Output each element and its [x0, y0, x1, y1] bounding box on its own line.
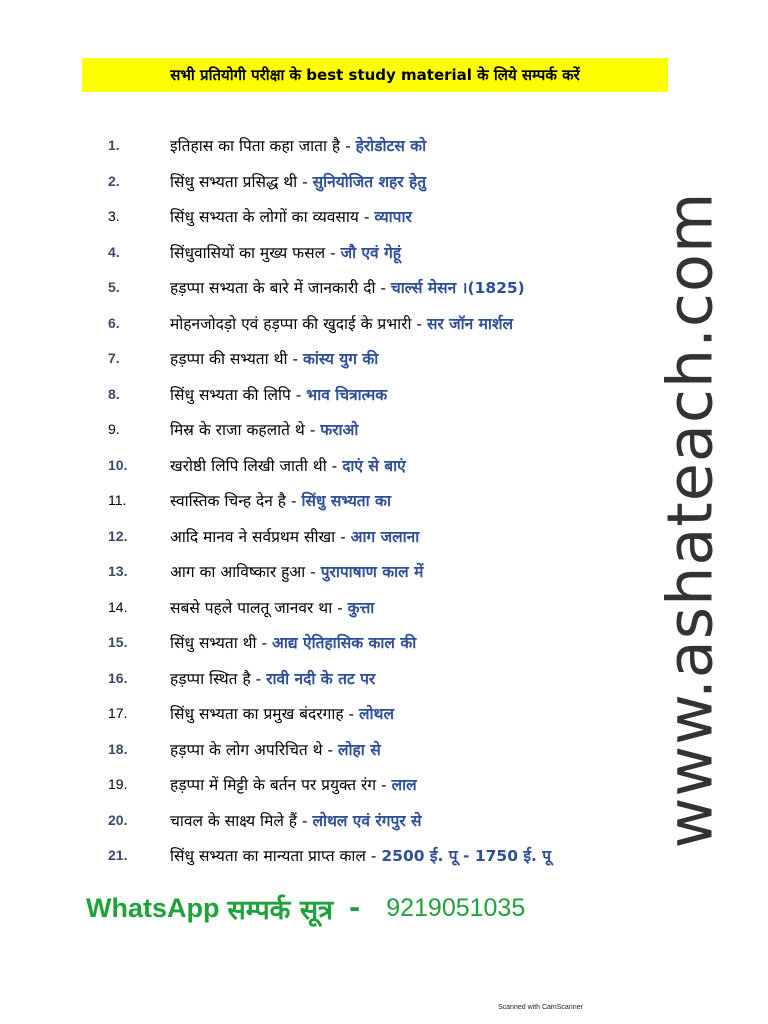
question-number: 11.: [108, 492, 127, 508]
question-separator: -: [297, 811, 313, 830]
answer-text: आद्य ऐतिहासिक काल की: [272, 634, 417, 652]
answer-text: आग जलाना: [350, 527, 420, 546]
question-text: सिंधुवासियों का मुख्य फसल: [170, 243, 326, 262]
question-separator: -: [304, 421, 321, 439]
whatsapp-contact: [86, 888, 525, 928]
answer-text: सर जॉन मार्शल: [426, 314, 513, 333]
question-text: मोहनजोदड़ो एवं हड़प्पा की खुदाई के प्रभारी: [170, 314, 412, 333]
question-separator: -: [287, 350, 303, 368]
question-number: 12.: [108, 527, 128, 544]
answer-text: व्यापार: [374, 208, 412, 226]
contact-label: सम्पर्क सूत्र: [227, 894, 333, 926]
question-text: चावल के साक्ष्य मिले हैं: [170, 811, 297, 830]
question-text: हड़प्पा सभ्यता के बारे में जानकारी दी: [170, 279, 376, 297]
question-text: सिंधु सभ्यता थी: [170, 634, 257, 652]
question-number: 6.: [108, 314, 120, 331]
question-text-line: [170, 525, 419, 547]
answer-text: कुत्ता: [347, 598, 375, 617]
question-text-line: [170, 205, 412, 227]
banner-text: सभी प्रतियोगी परीक्षा के best study material के लिये सम्पर्क करें: [170, 66, 580, 84]
answer-text: सिंधु सभ्यता का: [301, 492, 391, 510]
answer-text: दाएं से बाएं: [342, 456, 406, 475]
question-text: सबसे पहले पालतू जानवर था: [170, 598, 333, 617]
question-number: 20.: [108, 811, 128, 828]
answer-text: रावी नदी के तट पर: [266, 669, 376, 688]
question-number: 5.: [108, 279, 120, 295]
question-text-line: [170, 596, 374, 618]
question-separator: -: [290, 385, 307, 404]
question-separator: -: [358, 208, 375, 226]
question-text-line: [170, 312, 513, 334]
question-text: हड़प्पा स्थित है: [170, 669, 251, 688]
question-separator: -: [297, 172, 313, 191]
question-number: 10.: [108, 456, 128, 473]
question-text: खरोष्ठी लिपि लिखी जाती थी: [170, 456, 327, 475]
question-text-line: [170, 383, 387, 405]
question-separator: -: [286, 492, 302, 510]
question-number: 17.: [108, 705, 128, 721]
question-separator: -: [322, 740, 339, 759]
question-text: आदि मानव ने सर्वप्रथम सीखा: [170, 527, 336, 546]
question-text: आग का आविष्कार हुआ: [170, 563, 306, 581]
question-text-line: [170, 560, 423, 582]
question-text-line: [170, 844, 551, 866]
question-number: 15.: [108, 634, 128, 650]
question-text-line: [170, 418, 358, 440]
question-separator: -: [411, 314, 427, 333]
question-separator: -: [325, 243, 341, 262]
question-text-line: [170, 773, 417, 795]
answer-text: कांस्य युग की: [302, 350, 379, 368]
question-text: सिंधु सभ्यता के लोगों का व्यवसाय: [170, 208, 359, 226]
answer-text: लाल: [391, 776, 417, 794]
watermark-text: www.ashateach.com: [653, 191, 727, 849]
question-separator: -: [365, 847, 382, 865]
answer-text: सुनियोजित शहर हेतु: [312, 172, 427, 191]
question-separator: -: [343, 705, 360, 723]
answer-text: चार्ल्स मेसन ।(1825): [390, 279, 525, 297]
question-separator: -: [305, 563, 321, 581]
question-text: हड़प्पा की सभ्यता थी: [170, 350, 288, 368]
question-text-line: [170, 454, 406, 476]
question-separator: -: [375, 279, 391, 297]
question-number: 4.: [108, 243, 120, 260]
question-number: 7.: [108, 350, 120, 366]
answer-text: लोथल एवं रंगपुर से: [312, 811, 422, 830]
answer-text: 2500 ई. पू - 1750 ई. पू: [381, 847, 552, 865]
question-text: सिंधु सभ्यता का मान्यता प्राप्त काल: [170, 847, 366, 865]
question-number: 19.: [108, 776, 128, 792]
question-text: स्वास्तिक चिन्ह देन है: [170, 492, 287, 510]
question-text-line: [170, 738, 381, 760]
question-text-line: [170, 489, 391, 511]
answer-text: भाव चित्रात्मक: [306, 385, 388, 404]
question-text-line: [170, 170, 426, 192]
question-number: 13.: [108, 563, 128, 579]
question-number: 8.: [108, 385, 120, 402]
question-text-line: [170, 809, 421, 831]
scanner-note: Scanned with CamScanner: [498, 1004, 583, 1011]
question-separator: -: [335, 527, 351, 546]
question-text: सिंधु सभ्यता प्रसिद्ध थी: [170, 172, 298, 191]
question-text-line: [170, 667, 375, 689]
answer-text: हेरोडोटस को: [355, 137, 427, 155]
question-text: हड़प्पा में मिट्टी के बर्तन पर प्रयुक्त रंग: [170, 776, 377, 794]
question-number: 9.: [108, 421, 120, 437]
question-text: सिंधु सभ्यता की लिपि: [170, 385, 291, 404]
question-text-line: [170, 347, 378, 369]
contact-separator: -: [348, 892, 361, 924]
question-number: 14.: [108, 598, 128, 615]
question-text-line: [170, 276, 525, 298]
question-separator: -: [250, 669, 267, 688]
answer-text: जौ एवं गेहूं: [340, 243, 402, 262]
answer-text: फराओ: [320, 421, 359, 439]
whatsapp-label: WhatsApp: [86, 892, 220, 923]
question-text-line: [170, 631, 416, 653]
question-text-line: [170, 134, 426, 156]
question-text-line: [170, 241, 401, 263]
question-separator: -: [376, 776, 392, 794]
question-number: 21.: [108, 847, 128, 863]
header-banner: [82, 58, 668, 92]
answer-text: लोहा से: [338, 740, 381, 759]
question-number: 18.: [108, 740, 128, 757]
question-number: 3.: [108, 208, 120, 224]
question-number: 16.: [108, 669, 128, 686]
phone-number: 9219051035: [386, 893, 526, 922]
question-number: 2.: [108, 172, 120, 189]
question-text: हड़प्पा के लोग अपरिचित थे: [170, 740, 323, 759]
question-number: 1.: [108, 137, 120, 153]
question-separator: -: [332, 598, 348, 617]
question-separator: -: [326, 456, 343, 475]
question-separator: -: [340, 137, 356, 155]
question-text-line: [170, 702, 394, 724]
answer-text: पुरापाषाण काल में: [320, 563, 424, 581]
question-text: मिस्र के राजा कहलाते थे: [170, 421, 305, 439]
question-separator: -: [256, 634, 273, 652]
question-text: इतिहास का पिता कहा जाता है: [170, 137, 341, 155]
answer-text: लोथल: [359, 705, 394, 723]
question-text: सिंधु सभ्यता का प्रमुख बंदरगाह: [170, 705, 344, 723]
